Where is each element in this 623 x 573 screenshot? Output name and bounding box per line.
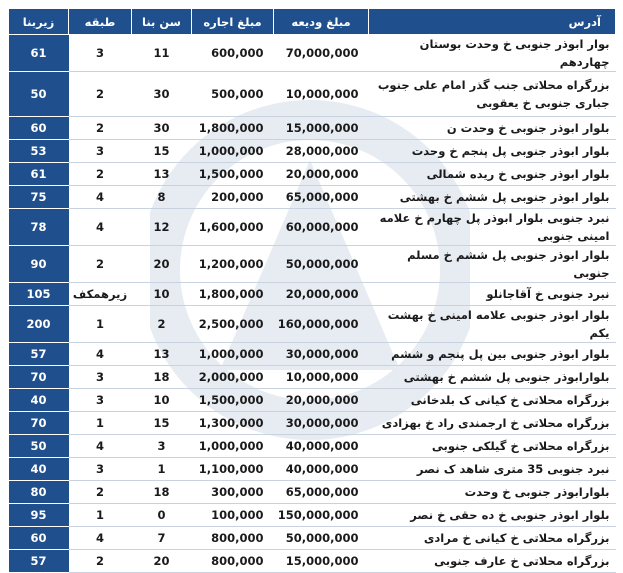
cell-floor: 1 — [69, 412, 132, 435]
table-row — [9, 458, 616, 481]
rent-listing-table — [8, 8, 616, 573]
cell-address: بزرگراه محلاتی خ گیلکی جنوبی — [369, 435, 616, 458]
cell-building-age: 10 — [132, 389, 192, 412]
cell-floor: 4 — [69, 527, 132, 550]
cell-floor: 3 — [69, 140, 132, 163]
cell-deposit: 10,000,000 — [274, 366, 369, 389]
cell-area: 60 — [9, 527, 69, 550]
cell-rent: 300,000 — [192, 481, 274, 504]
cell-rent: 1,500,000 — [192, 389, 274, 412]
cell-area: 70 — [9, 366, 69, 389]
table-row — [9, 140, 616, 163]
cell-floor: 4 — [69, 209, 132, 246]
cell-deposit: 65,000,000 — [274, 186, 369, 209]
cell-area: 200 — [9, 306, 69, 343]
cell-building-age: 13 — [132, 163, 192, 186]
cell-building-age: 13 — [132, 343, 192, 366]
cell-area: 50 — [9, 435, 69, 458]
cell-building-age: 15 — [132, 140, 192, 163]
cell-rent: 1,000,000 — [192, 343, 274, 366]
cell-area: 80 — [9, 481, 69, 504]
table-row — [9, 343, 616, 366]
cell-area: 60 — [9, 117, 69, 140]
cell-floor: 2 — [69, 246, 132, 283]
table-row — [9, 163, 616, 186]
cell-floor: 3 — [69, 35, 132, 72]
table-row — [9, 366, 616, 389]
table-row — [9, 283, 616, 306]
cell-floor: 2 — [69, 163, 132, 186]
table-row — [9, 209, 616, 246]
cell-floor: 2 — [69, 550, 132, 573]
cell-building-age: 30 — [132, 117, 192, 140]
cell-area: 61 — [9, 163, 69, 186]
header-deposit: مبلغ ودیعه — [274, 9, 369, 35]
cell-floor: زیرهمکف — [69, 283, 132, 306]
header-address: آدرس — [369, 9, 616, 35]
cell-rent: 1,100,000 — [192, 458, 274, 481]
cell-deposit: 40,000,000 — [274, 458, 369, 481]
cell-deposit: 70,000,000 — [274, 35, 369, 72]
table-row — [9, 435, 616, 458]
cell-building-age: 30 — [132, 72, 192, 117]
cell-deposit: 15,000,000 — [274, 117, 369, 140]
cell-address: بزرگراه محلاتی خ کیانی ک بلدخانی — [369, 389, 616, 412]
cell-rent: 500,000 — [192, 72, 274, 117]
cell-area: 40 — [9, 458, 69, 481]
cell-deposit: 20,000,000 — [274, 283, 369, 306]
cell-address: بلوار ابوذر جنوبی خ وحدت ن — [369, 117, 616, 140]
table-header-row — [9, 9, 616, 35]
cell-address: بلوار ابوذر جنوبی خ ریده شمالی — [369, 163, 616, 186]
cell-floor: 2 — [69, 481, 132, 504]
header-rent: مبلغ اجاره — [192, 9, 274, 35]
cell-rent: 800,000 — [192, 550, 274, 573]
cell-area: 40 — [9, 389, 69, 412]
table-row — [9, 389, 616, 412]
cell-deposit: 150,000,000 — [274, 504, 369, 527]
cell-building-age: 7 — [132, 527, 192, 550]
cell-area: 53 — [9, 140, 69, 163]
cell-address: بزرگراه محلاتی خ کیانی خ مرادی — [369, 527, 616, 550]
cell-area: 50 — [9, 72, 69, 117]
table-row — [9, 186, 616, 209]
table-row — [9, 481, 616, 504]
cell-building-age: 11 — [132, 35, 192, 72]
table-body — [9, 35, 616, 573]
cell-rent: 100,000 — [192, 504, 274, 527]
cell-building-age: 20 — [132, 550, 192, 573]
cell-building-age: 15 — [132, 412, 192, 435]
cell-floor: 1 — [69, 504, 132, 527]
cell-building-age: 10 — [132, 283, 192, 306]
cell-deposit: 15,000,000 — [274, 550, 369, 573]
cell-deposit: 50,000,000 — [274, 527, 369, 550]
cell-area: 57 — [9, 550, 69, 573]
cell-address: نبرد جنوبی خ آقاجانلو — [369, 283, 616, 306]
cell-rent: 1,800,000 — [192, 283, 274, 306]
cell-building-age: 0 — [132, 504, 192, 527]
table-row — [9, 527, 616, 550]
cell-building-age: 1 — [132, 458, 192, 481]
cell-deposit: 20,000,000 — [274, 389, 369, 412]
cell-area: 57 — [9, 343, 69, 366]
header-floor: طبقه — [69, 9, 132, 35]
cell-floor: 1 — [69, 306, 132, 343]
cell-address: بلوارابوذر جنوبی خ وحدت — [369, 481, 616, 504]
cell-address: بلوار ابوذر جنوبی پل ششم خ مسلم جنوبی — [369, 246, 616, 283]
cell-rent: 1,200,000 — [192, 246, 274, 283]
cell-rent: 1,800,000 — [192, 117, 274, 140]
cell-deposit: 160,000,000 — [274, 306, 369, 343]
cell-rent: 1,600,000 — [192, 209, 274, 246]
cell-deposit: 30,000,000 — [274, 412, 369, 435]
cell-area: 75 — [9, 186, 69, 209]
cell-area: 105 — [9, 283, 69, 306]
cell-rent: 1,000,000 — [192, 435, 274, 458]
cell-address: بوار ابوذر جنوبی خ وحدت بوستان چهاردهم — [369, 35, 616, 72]
cell-building-age: 12 — [132, 209, 192, 246]
table-row — [9, 35, 616, 72]
cell-building-age: 8 — [132, 186, 192, 209]
cell-floor: 4 — [69, 435, 132, 458]
cell-address: بلوار ابوذر جنوبی پل پنجم خ وحدت — [369, 140, 616, 163]
cell-deposit: 65,000,000 — [274, 481, 369, 504]
cell-rent: 1,000,000 — [192, 140, 274, 163]
table-row — [9, 504, 616, 527]
cell-area: 78 — [9, 209, 69, 246]
cell-deposit: 50,000,000 — [274, 246, 369, 283]
cell-deposit: 30,000,000 — [274, 343, 369, 366]
cell-floor: 4 — [69, 343, 132, 366]
cell-deposit: 40,000,000 — [274, 435, 369, 458]
cell-floor: 2 — [69, 117, 132, 140]
cell-floor: 2 — [69, 72, 132, 117]
cell-address: بزرگراه محلاتی خ عارف جنوبی — [369, 550, 616, 573]
header-building-age: سن بنا — [132, 9, 192, 35]
cell-building-age: 18 — [132, 481, 192, 504]
table-row — [9, 72, 616, 117]
cell-address: بلوار ابوذر جنوبی پل ششم خ بهشتی — [369, 186, 616, 209]
cell-address: بلوار ابوذر جنوبی خ ده حقی خ نصر — [369, 504, 616, 527]
table-row — [9, 412, 616, 435]
cell-building-age: 18 — [132, 366, 192, 389]
table-row — [9, 117, 616, 140]
cell-building-age: 3 — [132, 435, 192, 458]
cell-deposit: 10,000,000 — [274, 72, 369, 117]
cell-rent: 2,500,000 — [192, 306, 274, 343]
cell-address: بلوار ابوذر جنوبی بین پل پنجم و ششم — [369, 343, 616, 366]
cell-floor: 3 — [69, 366, 132, 389]
cell-address: بلوار ابوذر جنوبی علامه امینی خ بهشت یکم — [369, 306, 616, 343]
cell-address: بزرگراه محلاتی خ ارجمندی راد خ بهزادی — [369, 412, 616, 435]
cell-area: 61 — [9, 35, 69, 72]
cell-building-age: 2 — [132, 306, 192, 343]
cell-rent: 1,500,000 — [192, 163, 274, 186]
cell-floor: 4 — [69, 186, 132, 209]
cell-floor: 3 — [69, 389, 132, 412]
cell-deposit: 60,000,000 — [274, 209, 369, 246]
header-area: زیربنا — [9, 9, 69, 35]
table-row — [9, 306, 616, 343]
cell-rent: 2,000,000 — [192, 366, 274, 389]
cell-building-age: 20 — [132, 246, 192, 283]
cell-area: 95 — [9, 504, 69, 527]
cell-address: بزرگراه محلاتی جنب گذر امام علی جنوب جباری جنوبی خ یعقوبی — [369, 72, 616, 117]
cell-address: بلوارابوذر جنوبی پل ششم خ بهشتی — [369, 366, 616, 389]
table-row — [9, 550, 616, 573]
cell-rent: 600,000 — [192, 35, 274, 72]
cell-floor: 3 — [69, 458, 132, 481]
cell-rent: 800,000 — [192, 527, 274, 550]
cell-deposit: 28,000,000 — [274, 140, 369, 163]
cell-address: نبرد جنوبی بلوار ابوذر پل چهارم خ علامه امینی جنوبی — [369, 209, 616, 246]
cell-area: 90 — [9, 246, 69, 283]
cell-address: نبرد جنوبی 35 متری شاهد ک نصر — [369, 458, 616, 481]
table-row — [9, 246, 616, 283]
cell-rent: 200,000 — [192, 186, 274, 209]
cell-rent: 1,300,000 — [192, 412, 274, 435]
cell-area: 70 — [9, 412, 69, 435]
cell-deposit: 20,000,000 — [274, 163, 369, 186]
